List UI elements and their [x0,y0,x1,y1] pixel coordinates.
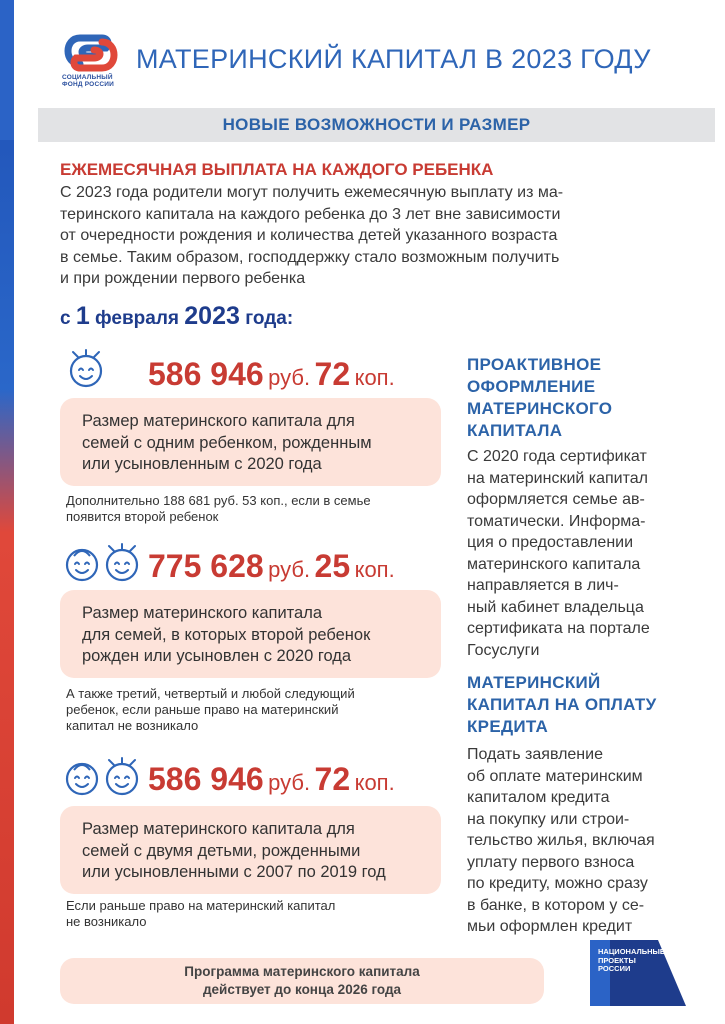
np-line: НАЦИОНАЛЬНЫЕ [598,947,665,956]
amount-kop: 25 [314,548,351,584]
text-line: капиталом кредита [467,789,610,806]
desc-line: семей с одним ребенком, рожденным [82,433,372,452]
amount-1-note [66,493,446,525]
program-deadline-banner [60,958,544,1004]
credit-text [467,744,712,938]
monthly-payment-text [60,182,700,290]
side-stripe-top [0,0,14,140]
text-line: уплату первого взноса [467,853,635,871]
amount-3 [148,761,395,798]
text-line: материнского капитала [467,555,641,573]
banner-line: Программа материнского капитала [184,964,420,979]
desc-line: Размер материнского капитала для [82,820,355,838]
amount-1 [148,356,395,393]
heading-line: ОФОРМЛЕНИЕ [467,377,596,396]
banner-line: действует до конца 2026 года [202,982,402,997]
logo-line-2: ФОНД РОССИИ [62,81,114,88]
desc-line: семей с двумя детьми, рожденными [82,841,361,860]
since-month: февраля [95,308,179,329]
note-line: А также третий, четвертый и любой следующий [66,686,355,701]
subtitle-bar [38,108,715,142]
heading-line: КАПИТАЛА [467,421,563,440]
since-day: 1 [75,302,90,330]
national-projects-caption [598,947,665,974]
text-line: на покупку или строи- [467,810,630,828]
page-title: МАТЕРИНСКИЙ КАПИТАЛ В 2023 ГОДУ [136,44,651,74]
heading-line: МАТЕРИНСКИЙ [467,673,601,692]
amount-3-description [60,806,441,894]
text-line: в банке, в котором у се- [467,896,645,914]
text-line: С 2020 года сертификат [467,448,647,465]
amount-kop-unit: коп. [354,365,395,390]
logo-caption [62,74,114,88]
text-line: об оплате материнским [467,767,643,785]
note-line: Дополнительно 188 681 руб. 53 коп., если в семье [66,493,371,508]
text-line: по кредиту, можно сразу [467,875,648,892]
amount-2-description [60,590,441,678]
text-line: сертификата на портале [467,620,650,637]
amount-2-note [66,686,446,734]
amount-3-note [66,898,446,930]
text-line: томатически. Информа- [467,512,646,530]
one-child-icon [64,348,108,390]
text-line: С 2023 года родители могут получить ежемесячную выплату из ма- [60,184,564,201]
text-line: от очередности рождения и количества детей указанного возраста [60,227,558,244]
text-line: тельство жилья, включая [467,832,655,849]
amount-1-description [60,398,441,486]
amount-rub: 775 628 [148,548,264,584]
amount-2 [148,548,395,585]
since-date-heading [60,302,293,331]
amount-rub-unit: руб. [268,557,311,582]
two-children-icon [62,756,146,798]
credit-heading [467,672,707,738]
note-line: появится второй ребенок [66,509,219,524]
text-line: на материнский капитал [467,469,648,487]
amount-kop: 72 [314,761,351,797]
text-line: направляется в лич- [467,577,619,594]
note-line: капитал не возникало [66,718,199,733]
heading-line: КРЕДИТА [467,717,549,736]
monthly-payment-heading: ЕЖЕМЕСЯЧНАЯ ВЫПЛАТА НА КАЖДОГО РЕБЕНКА [60,160,494,179]
amount-kop-unit: коп. [354,770,395,795]
desc-line: или усыновленными с 2007 по 2019 год [82,863,386,881]
amount-kop: 72 [314,356,351,392]
heading-line: ПРОАКТИВНОЕ [467,355,602,374]
desc-line: Размер материнского капитала для [82,412,355,430]
heading-line: МАТЕРИНСКОГО [467,399,613,418]
note-line: ребенок, если раньше право на материнский [66,702,339,717]
text-line: Госуслуги [467,641,540,659]
text-line: ный кабинет владельца [467,598,644,616]
desc-line: для семей, в которых второй ребенок [82,625,371,644]
since-prefix: с [60,308,71,329]
amount-rub-unit: руб. [268,770,311,795]
proactive-heading [467,354,707,442]
np-line: ПРОЕКТЫ [598,955,636,965]
two-children-icon [62,542,146,584]
since-suffix: года: [245,308,294,329]
note-line: не возникало [66,914,147,929]
desc-line: рожден или усыновлен с 2020 года [82,647,352,665]
amount-rub: 586 946 [148,761,264,797]
text-line: мьи оформлен кредит [467,918,633,935]
side-color-stripe [0,0,14,1024]
logo-line-1: СОЦИАЛЬНЫЙ [62,74,113,81]
amount-rub-unit: руб. [268,365,311,390]
text-line: ция о предоставлении [467,534,634,551]
amount-rub: 586 946 [148,356,264,392]
heading-line: КАПИТАЛ НА ОПЛАТУ [467,695,657,714]
desc-line: Размер материнского капитала [82,604,323,622]
text-line: теринского капитала на каждого ребенка до 3 лет вне зависимости [60,205,561,223]
proactive-text [467,446,712,661]
since-year: 2023 [184,302,240,330]
text-line: оформляется семье ав- [467,491,645,508]
subtitle: НОВЫЕ ВОЗМОЖНОСТИ И РАЗМЕР [222,115,531,134]
np-line: РОССИИ [598,964,631,973]
text-line: и при рождении первого ребенка [60,270,306,287]
text-line: в семье. Таким образом, господдержку стало возможным получить [60,248,560,266]
text-line: Подать заявление [467,746,603,763]
note-line: Если раньше право на материнский капитал [66,898,336,913]
desc-line: или усыновленным с 2020 года [82,455,322,473]
amount-kop-unit: коп. [354,557,395,582]
